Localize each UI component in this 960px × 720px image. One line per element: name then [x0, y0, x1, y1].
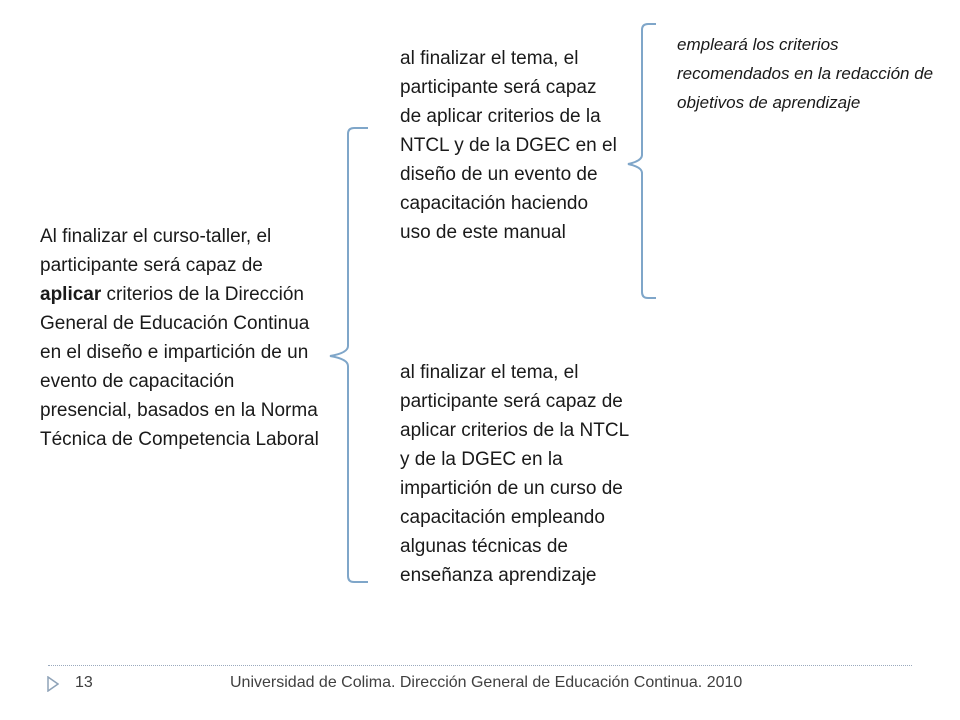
main-objective-keyword: aplicar	[40, 284, 102, 305]
sub-bracket	[628, 24, 656, 298]
objective-delivery-text: al finalizar el tema, el participante será capaz de aplicar criterios de la NTCL y de la DGEC en la impartición de un curso de capacitación empleando algunas técnicas de enseñanza aprendizaje	[400, 362, 629, 586]
triangle-arrow-icon	[47, 676, 59, 692]
sub-objective-text: empleará los criterios recomendados en la redacción de objetivos de aprendizaje	[677, 35, 934, 112]
footer-divider	[48, 665, 912, 666]
footer-text: Universidad de Colima. Dirección General de Educación Continua. 2010	[230, 674, 743, 691]
page-number: 13	[75, 674, 93, 691]
main-objective-text	[40, 222, 325, 454]
main-objective-after: criterios de la Dirección General de Educación Continua en el diseño e impartición de un evento de capacitación presencial, basados en la Norma Técnica de Competencia Laboral	[40, 284, 319, 450]
main-objective-before: Al finalizar el curso-taller, el participante será capaz de	[40, 226, 272, 276]
main-bracket	[330, 128, 368, 582]
objective-design-text: al finalizar el tema, el participante será capaz de aplicar criterios de la NTCL y de la DGEC en el diseño de un evento de capacitación haciendo uso de este manual	[400, 48, 617, 243]
